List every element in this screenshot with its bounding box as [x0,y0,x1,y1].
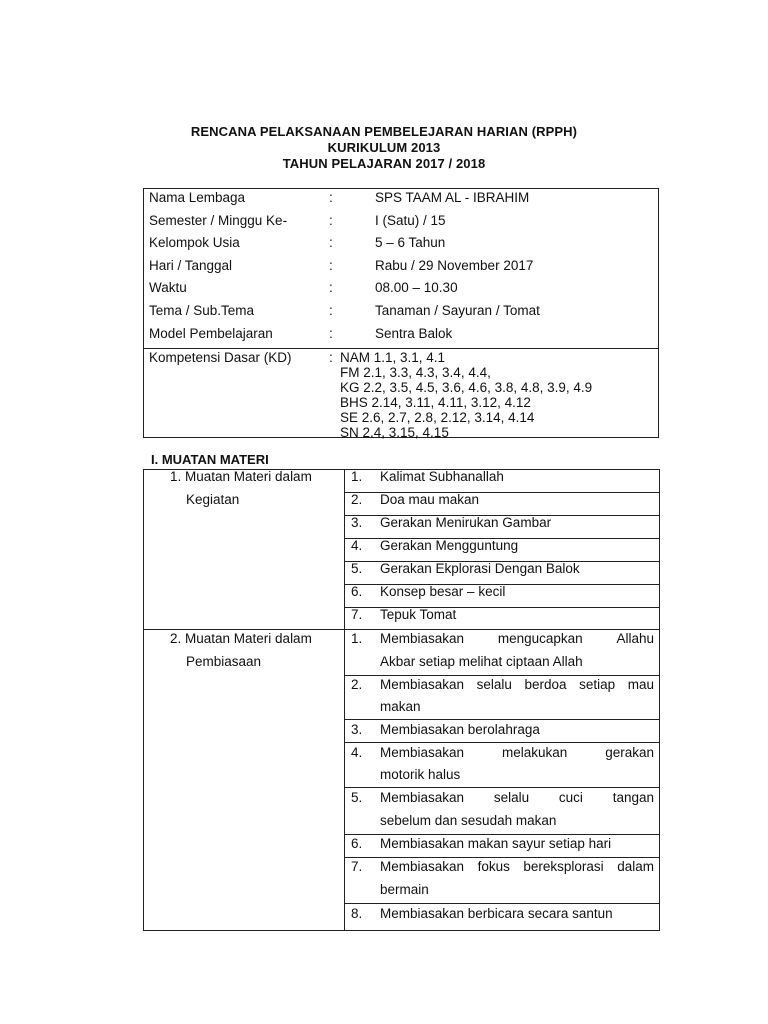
list-item-word: fokus [477,859,510,874]
info-value: I (Satu) / 15 [375,213,446,228]
list-item-line: sebelum dan sesudah makan [380,813,557,828]
list-item-word: melakukan [501,745,568,760]
list-item-word: Membiasakan [380,631,465,646]
row-divider [344,675,660,676]
list-item-word: Allahu [616,631,654,646]
kegiatan-label: 1. Muatan Materi dalam [170,469,312,484]
document-subtitle-curriculum: KURIKULUM 2013 [327,140,441,155]
row-divider [344,834,660,835]
list-item-number: 3. [351,722,363,737]
document-title: RENCANA PELAKSANAAN PEMBELEJARAN HARIAN (RPPH) [190,124,578,139]
kd-line-se: SE 2.6, 2.7, 2.8, 2.12, 3.14, 4.14 [340,410,535,425]
document-subtitle-year: TAHUN PELAJARAN 2017 / 2018 [282,156,486,171]
kd-line-nam: NAM 1.1, 3.1, 4.1 [340,350,446,365]
info-divider [144,348,658,349]
list-item-line: makan [380,699,421,714]
info-label: Tema / Sub.Tema [149,303,255,318]
list-item-number: 7. [351,607,363,622]
kd-line-sn: SN 2.4, 3.15, 4.15 [340,425,449,440]
list-item-number: 2. [351,492,363,507]
kd-label: Kompetensi Dasar (KD) [149,350,292,365]
list-item-number: 3. [351,515,363,530]
info-row-waktu [144,280,658,302]
list-item-number: 1. [351,631,363,646]
table-border [143,930,660,931]
row-divider [344,857,660,858]
list-item-number: 5. [351,561,363,576]
section-heading-muatan-materi: I. MUATAN MATERI [151,452,269,467]
list-item: Kalimat Subhanallah [380,469,504,484]
info-colon: : [329,326,333,341]
list-item-line [380,745,654,760]
info-label: Hari / Tanggal [149,258,233,273]
list-item-word: mau [627,677,654,692]
row-divider [344,719,660,720]
info-row-tanggal [144,258,658,280]
list-item: Membiasakan makan sayur setiap hari [380,836,612,851]
table-border [143,469,144,931]
info-value: Tanaman / Sayuran / Tomat [375,303,540,318]
pembiasaan-label-cont: Pembiasaan [186,654,262,669]
info-row-semester [144,213,658,235]
info-value: 08.00 – 10.30 [375,280,458,295]
list-item: Gerakan Mengguntung [380,538,519,553]
list-item: Gerakan Ekplorasi Dengan Balok [380,561,580,576]
info-row-model [144,326,658,348]
identity-table [143,188,659,438]
info-value: Sentra Balok [375,326,453,341]
list-item-number: 5. [351,790,363,805]
list-item-number: 8. [351,906,363,921]
list-item-word: berdoa [524,677,567,692]
info-label: Model Pembelajaran [149,326,273,341]
info-value: SPS TAAM AL - IBRAHIM [375,190,530,205]
list-item-word: Membiasakan [380,745,465,760]
kd-line-kg: KG 2.2, 3.5, 4.5, 3.6, 4.6, 3.8, 4.8, 3.9, 4.9 [340,380,593,395]
list-item-word: Membiasakan [380,677,465,692]
list-item-word: Membiasakan [380,790,465,805]
list-item-number: 6. [351,584,363,599]
list-item-line [380,631,654,646]
list-item-number: 4. [351,538,363,553]
list-item-word: selalu [493,790,530,805]
list-item-word: bereksplorasi [523,859,604,874]
list-item-line [380,677,654,692]
list-item-number: 1. [351,469,363,484]
list-item-word: setiap [579,677,616,692]
row-divider [344,787,660,788]
list-item-line: bermain [380,882,429,897]
info-value: 5 – 6 Tahun [375,235,446,250]
info-colon: : [329,235,333,250]
list-item-word: gerakan [605,745,654,760]
list-item-number: 7. [351,859,363,874]
muatan-materi-table [143,469,660,931]
list-item-number: 2. [351,677,363,692]
row-divider [344,903,660,904]
list-item: Membiasakan berbicara secara santun [380,906,613,921]
row-divider [344,742,660,743]
list-item-word: cuci [558,790,583,805]
info-row-usia [144,235,658,257]
pembiasaan-label: 2. Muatan Materi dalam [170,631,312,646]
info-label: Kelompok Usia [149,235,240,250]
info-label: Nama Lembaga [149,190,246,205]
kegiatan-label-cont: Kegiatan [186,492,240,507]
info-label: Waktu [149,280,187,295]
info-row-tema [144,303,658,325]
list-item: Konsep besar – kecil [380,584,506,599]
list-item-line [380,859,654,874]
info-colon: : [329,280,333,295]
info-colon: : [329,303,333,318]
info-row-lembaga [144,190,658,212]
list-item-line [380,790,654,805]
list-item: Gerakan Menirukan Gambar [380,515,552,530]
list-item-word: tangan [612,790,654,805]
kd-colon: : [329,350,333,365]
list-item-word: Membiasakan [380,859,465,874]
kd-line-bhs: BHS 2.14, 3.11, 4.11, 3.12, 4.12 [340,395,531,410]
list-item-number: 6. [351,836,363,851]
list-item-line: Akbar setiap melihat ciptaan Allah [380,654,583,669]
info-colon: : [329,213,333,228]
info-value: Rabu / 29 November 2017 [375,258,534,273]
row-divider [143,629,344,630]
list-item-word: dalam [617,859,654,874]
list-item-number: 4. [351,745,363,760]
info-colon: : [329,258,333,273]
info-colon: : [329,190,333,205]
kd-line-fm: FM 2.1, 3.3, 4.3, 3.4, 4.4, [340,365,491,380]
list-item-line: motorik halus [380,767,461,782]
list-item-word: mengucapkan [497,631,583,646]
list-item: Membiasakan berolahraga [380,722,540,737]
row-divider [344,629,660,630]
list-item-word: selalu [476,677,512,692]
list-item: Tepuk Tomat [380,607,457,622]
info-label: Semester / Minggu Ke- [149,213,288,228]
list-item: Doa mau makan [380,492,480,507]
